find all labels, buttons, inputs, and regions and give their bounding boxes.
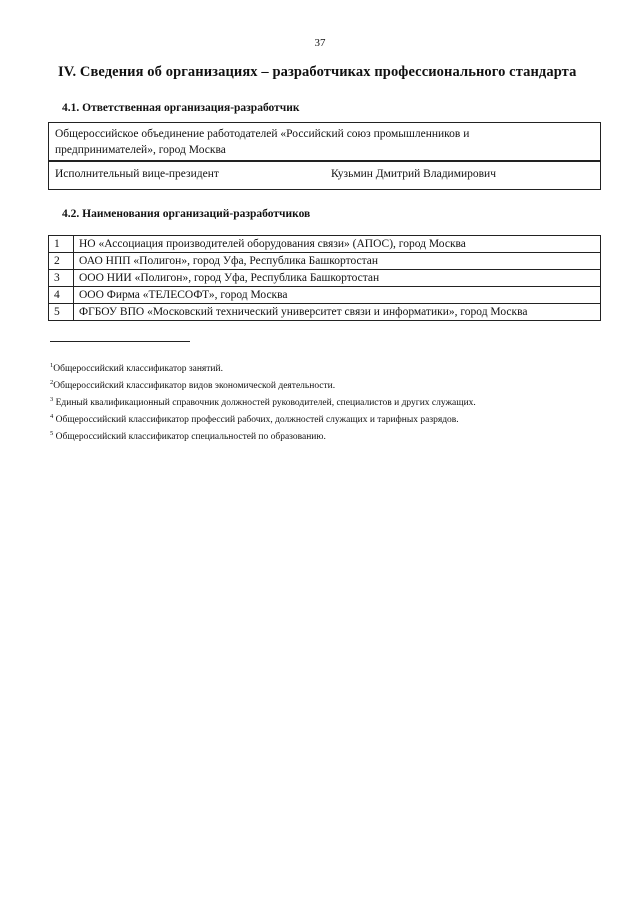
table-row — [49, 253, 601, 270]
org-name-cell: ОАО НПП «Полигон», город Уфа, Республика Башкортостан — [74, 253, 601, 270]
responsible-person-role: Исполнительный вице-президент — [55, 168, 219, 180]
section-title: IV. Сведения об организациях – разработчиках профессионального стандарта — [58, 64, 577, 80]
table-row — [49, 236, 601, 253]
row-number: 4 — [49, 287, 74, 304]
footnote-mark: 4 — [50, 413, 54, 420]
footnote-text: Общероссийский классификатор специальностей по образованию. — [53, 432, 326, 442]
footnote-text: Единый квалификационный справочник должностей руководителей, специалистов и других служащих. — [53, 398, 476, 408]
responsible-org-heading: 4.1. Ответственная организация-разработчик — [62, 102, 300, 114]
developer-orgs-heading: 4.2. Наименования организаций-разработчиков — [62, 208, 311, 220]
footnote-text: Общероссийский классификатор видов экономической деятельности. — [53, 381, 336, 391]
org-name-cell: ФГБОУ ВПО «Московский технический университет связи и информатики», город Москва — [74, 304, 601, 321]
footnote-divider — [50, 341, 190, 342]
responsible-org-name-line2: предпринимателей», город Москва — [55, 144, 226, 156]
footnote — [50, 393, 476, 410]
row-number: 1 — [49, 236, 74, 253]
footnote — [50, 410, 476, 427]
footnote-mark: 2 — [50, 379, 54, 386]
footnotes — [50, 359, 476, 444]
org-name-cell: НО «Ассоциация производителей оборудования связи» (АПОС), город Москва — [74, 236, 601, 253]
footnote-text: Общероссийский классификатор занятий. — [53, 364, 223, 374]
footnote-mark: 1 — [50, 362, 54, 369]
row-number: 5 — [49, 304, 74, 321]
footnote — [50, 359, 476, 376]
table-row — [49, 287, 601, 304]
footnote — [50, 376, 476, 393]
org-name-cell: ООО Фирма «ТЕЛЕСОФТ», город Москва — [74, 287, 601, 304]
page-number: 37 — [314, 37, 326, 49]
row-number: 2 — [49, 253, 74, 270]
org-name-cell: ООО НИИ «Полигон», город Уфа, Республика Башкортостан — [74, 270, 601, 287]
table-row — [49, 270, 601, 287]
row-number: 3 — [49, 270, 74, 287]
developer-orgs-table — [48, 235, 601, 321]
footnote-mark: 5 — [50, 430, 54, 437]
responsible-person-name: Кузьмин Дмитрий Владимирович — [331, 168, 496, 180]
footnote-text: Общероссийский классификатор профессий рабочих, должностей служащих и тарифных разрядов. — [53, 415, 459, 425]
footnote-mark: 3 — [50, 396, 54, 403]
table-row — [49, 304, 601, 321]
responsible-person-box — [48, 160, 601, 190]
responsible-org-box — [48, 122, 601, 162]
responsible-org-name-line1: Общероссийское объединение работодателей «Российский союз промышленников и — [55, 128, 470, 140]
footnote — [50, 427, 476, 444]
